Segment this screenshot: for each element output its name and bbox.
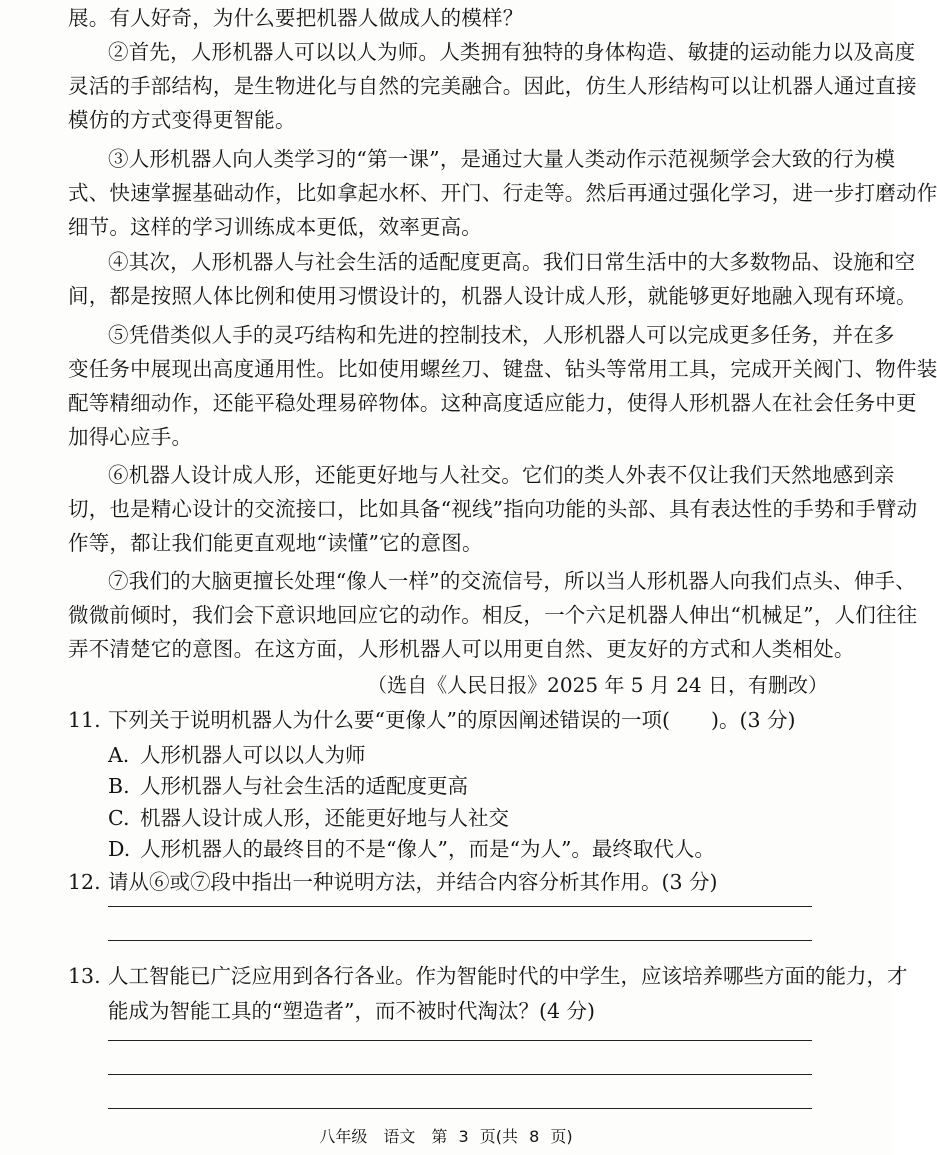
answer-line-13-1[interactable] xyxy=(108,1040,812,1041)
article-line: 细节。这样的学习训练成本更低，效率更高。 xyxy=(68,215,482,239)
option-text: 人形机器人与社会生活的适配度更高 xyxy=(140,774,468,798)
question-number: 13. xyxy=(68,964,101,988)
article-line: 式、快速掌握基础动作，比如拿起水杯、开门、行走等。然后再通过强化学习，进一步打磨动作 xyxy=(68,181,937,205)
option-d xyxy=(108,831,828,867)
answer-line-12-1[interactable] xyxy=(108,906,812,907)
option-letter: D. xyxy=(108,837,131,861)
article-line: ④其次，人形机器人与社会生活的适配度更高。我们日常生活中的大多数物品、设施和空 xyxy=(108,250,916,274)
article-line: 展。有人好奇，为什么要把机器人做成人的模样？ xyxy=(68,6,524,30)
article-line: ③人形机器人向人类学习的“第一课”，是通过大量人类动作示范视频学会大致的行为模 xyxy=(108,147,896,171)
article-line: 作等，都让我们能更直观地“读懂”它的意图。 xyxy=(68,531,483,555)
article-line: 模仿的方式变得更智能。 xyxy=(68,108,296,132)
option-letter: A. xyxy=(108,743,130,767)
page-footer: 八年级 语文 第 3 页(共 8 页) xyxy=(319,1127,573,1146)
article-source: （选自《人民日报》2025 年 5 月 24 日，有删改） xyxy=(367,673,828,697)
answer-line-12-2[interactable] xyxy=(108,940,812,941)
question-number: 11. xyxy=(68,708,101,732)
article-line: 变任务中展现出高度通用性。比如使用螺丝刀、键盘、钻头等常用工具，完成开关阀门、物件装 xyxy=(68,357,937,381)
option-b xyxy=(108,768,828,804)
question-13-continued: 能成为智能工具的“塑造者”，而不被时代淘汰？(4 分) xyxy=(108,999,596,1023)
answer-line-13-3[interactable] xyxy=(108,1108,812,1109)
article-line: 弄不清楚它的意图。在这方面，人形机器人可以用更自然、更友好的方式和人类相处。 xyxy=(68,637,855,661)
article-line: ⑦我们的大脑更擅长处理“像人一样”的交流信号，所以当人形机器人向我们点头、伸手、 xyxy=(108,569,916,593)
article-line: 微微前倾时，我们会下意识地回应它的动作。相反，一个六足机器人伸出“机械足”，人们往往 xyxy=(68,603,918,627)
article-line: ②首先，人形机器人可以以人为师。人类拥有独特的身体构造、敏捷的运动能力以及高度 xyxy=(108,40,916,64)
article-line: 加得心应手。 xyxy=(68,425,193,449)
article-line: 灵活的手部结构，是生物进化与自然的完美融合。因此，仿生人形结构可以让机器人通过直接 xyxy=(68,74,917,98)
answer-line-13-2[interactable] xyxy=(108,1074,812,1075)
article-line: ⑥机器人设计成人形，还能更好地与人社交。它们的类人外表不仅让我们天然地感到亲 xyxy=(108,463,895,487)
question-text: 人工智能已广泛应用到各行各业。作为智能时代的中学生，应该培养哪些方面的能力，才 xyxy=(108,964,908,988)
question-number: 12. xyxy=(68,870,101,894)
question-text: 下列关于说明机器人为什么要“更像人”的原因阐述错误的一项( )。(3 分) xyxy=(108,708,796,732)
question-12 xyxy=(68,864,838,900)
article-line: 间，都是按照人体比例和使用习惯设计的，机器人设计成人形，就能够更好地融入现有环境。 xyxy=(68,284,917,308)
question-text: 请从⑥或⑦段中指出一种说明方法，并结合内容分析其作用。(3 分) xyxy=(108,870,718,894)
article-line: 切，也是精心设计的交流接口，比如具备“视线”指向功能的头部、具有表达性的手势和手臂动 xyxy=(68,497,918,521)
option-text: 人形机器人的最终目的不是“像人”，而是“为人”。最终取代人。 xyxy=(140,837,715,861)
option-letter: C. xyxy=(108,806,130,830)
option-text: 机器人设计成人形，还能更好地与人社交 xyxy=(140,806,509,830)
article-line: 配等精细动作，还能平稳处理易碎物体。这种高度适应能力，使得人形机器人在社会任务中更 xyxy=(68,391,917,415)
option-letter: B. xyxy=(108,774,130,798)
question-13 xyxy=(68,958,908,994)
option-text: 人形机器人可以以人为师 xyxy=(140,743,366,767)
article-line: ⑤凭借类似人手的灵巧结构和先进的控制技术，人形机器人可以完成更多任务，并在多 xyxy=(108,323,895,347)
question-11 xyxy=(68,702,838,738)
